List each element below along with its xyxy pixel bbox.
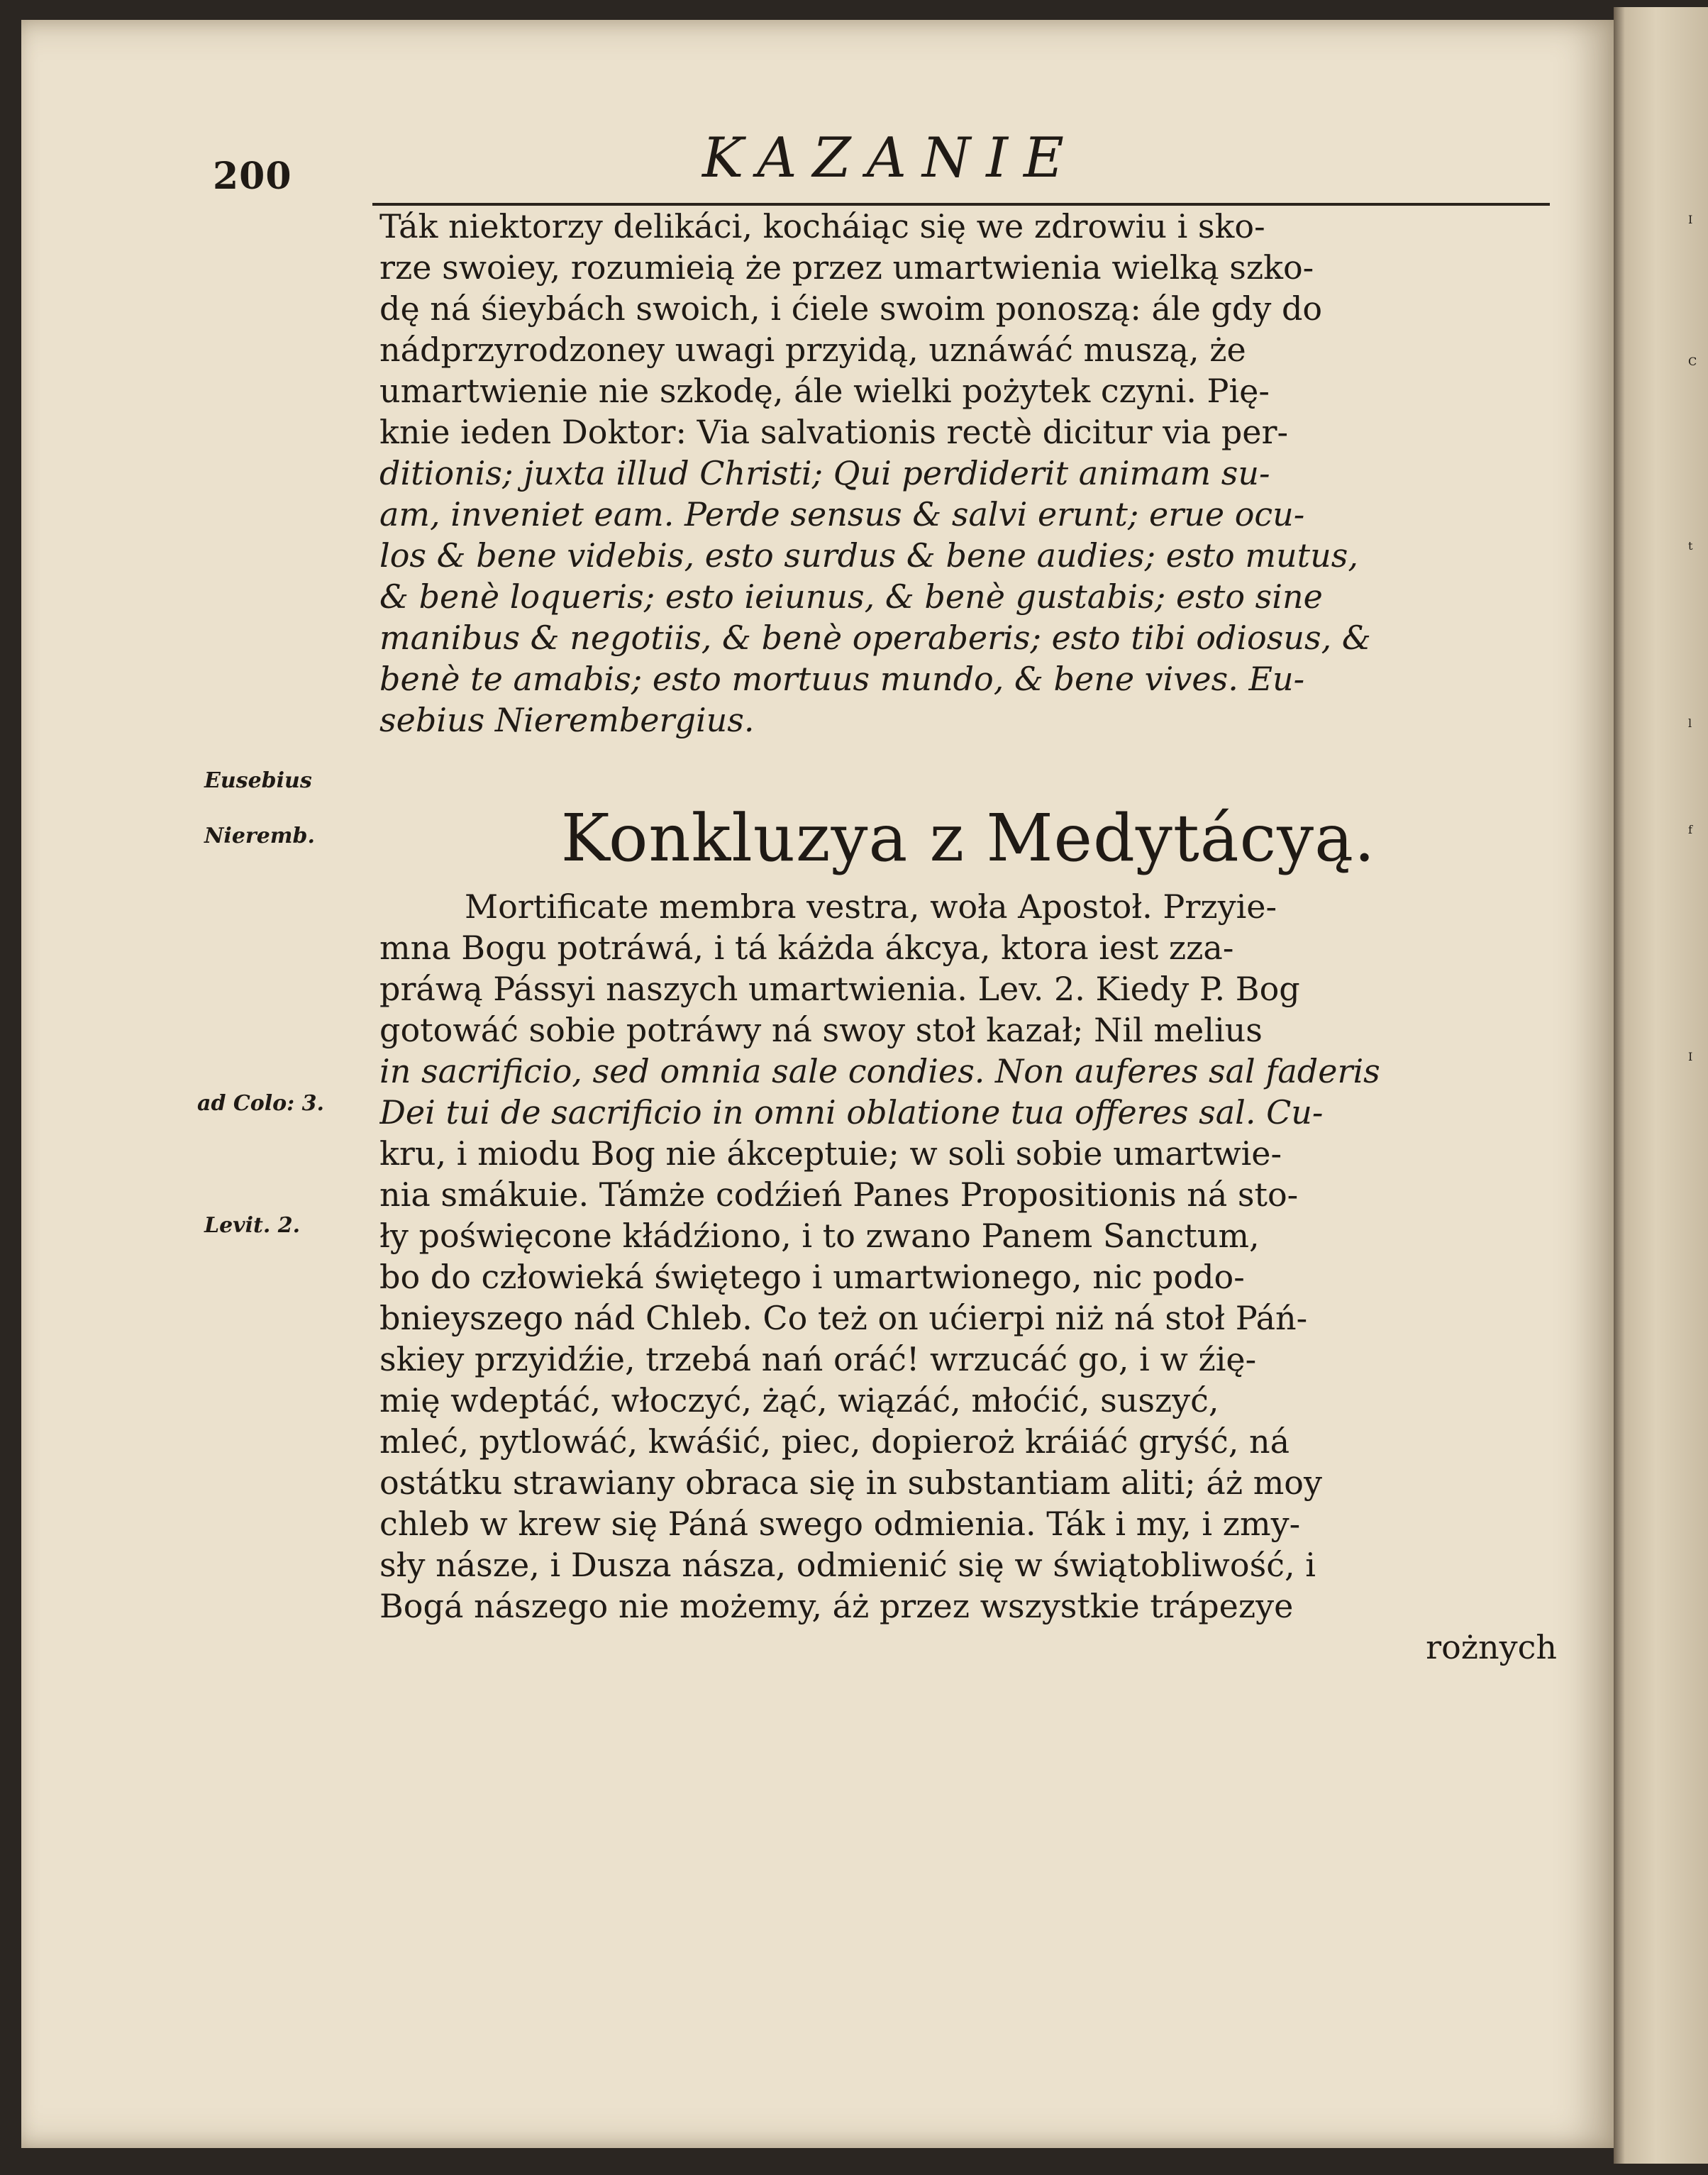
text-line: bnieyszego nád Chleb. Co też on ućierpi niż ná stoł Páń- [379, 1299, 1308, 1337]
text-line-latin: am, inveniet eam. Perde sensus & salvi erunt; erue ocu- [379, 495, 1305, 533]
margin-note-ad-colo: ad Colo: 3. [197, 1091, 324, 1116]
margin-note-levit: Levit. 2. [204, 1213, 301, 1238]
adjacent-page-edge [1614, 7, 1708, 2164]
text-line-latin: manibus & negotiis, & benè operaberis; esto tibi odiosus, & [379, 619, 1371, 657]
text-line: umartwienie nie szkodę, ále wielki pożytek czyni. Pię- [379, 372, 1270, 410]
text-line: mna Bogu potráwá, i tá káżda ákcya, ktora iest zza- [379, 929, 1234, 967]
text-line-latin: ditionis; juxta illud Christi; Qui perdiderit animam su- [379, 454, 1270, 492]
text-line: dę ná śieybách swoich, i ćiele swoim ponoszą: ále gdy do [379, 289, 1323, 328]
text-line: rze swoiey, rozumieią że przez umartwienia wielką szko- [379, 248, 1314, 287]
text-line: Bogá nászego nie możemy, áż przez wszystkie trápezye [379, 1587, 1294, 1625]
text-line-latin: & benè loqueris; esto ieiunus, & benè gustabis; esto sine [379, 577, 1323, 616]
adjacent-page-letter: t [1688, 539, 1693, 553]
margin-note-nieremb: Nieremb. [204, 824, 315, 848]
text-line: bo do człowieká świętego i umartwionego, nic podo- [379, 1258, 1245, 1296]
text-line-latin: in sacrificio, sed omnia sale condies. Non auferes sal faderis [379, 1052, 1380, 1090]
text-line: ły poświęcone kłádźiono, i to zwano Panem Sanctum, [379, 1217, 1260, 1255]
text-line: mleć, pytlowáć, kwáśić, piec, dopieroż kráiáć gryść, ná [379, 1422, 1290, 1461]
text-line-latin: los & bene videbis, esto surdus & bene audies; esto mutus, [379, 536, 1358, 575]
text-line: chleb w krew się Páná swego odmienia. Ták i my, i zmy- [379, 1505, 1301, 1543]
text-line: práwą Pássyi naszych umartwienia. Lev. 2. Kiedy P. Bog [379, 970, 1300, 1008]
text-line: gotowáć sobie potráwy ná swoy stoł kazał; Nil melius [379, 1011, 1263, 1049]
text-line: Ták niektorzy delikáci, kocháiąc się we zdrowiu i sko- [379, 207, 1265, 245]
adjacent-page-letter: l [1688, 716, 1692, 730]
text-line-latin: Dei tui de sacrificio in omni oblatione tua offeres sal. Cu- [379, 1093, 1324, 1131]
page-number: 200 [213, 155, 292, 198]
adjacent-page-letter: I [1688, 1050, 1693, 1063]
adjacent-page-letter: I [1688, 213, 1693, 226]
text-line: nádprzyrodzoney uwagi przyidą, uznáwáć muszą, że [379, 331, 1246, 369]
running-head [21, 126, 1614, 198]
text-line: skiey przyidźie, trzebá nań oráć! wrzucáć go, i w źię- [379, 1340, 1257, 1378]
text-line: sły násze, i Dusza násza, odmienić się w świątobliwość, i [379, 1546, 1316, 1584]
page-header-title: KAZANIE [702, 126, 1080, 190]
text-line: mię wdeptáć, włoczyć, żąć, wiązáć, młoćić, suszyć, [379, 1381, 1219, 1419]
catchword: rożnych [1426, 1628, 1557, 1666]
text-line-latin: sebius Nierembergius. [379, 701, 755, 739]
section-title: Konkluzya z Medytácyą. [560, 800, 1376, 876]
book-page [21, 20, 1614, 2148]
text-line: Mortificate membra vestra, woła Apostoł. Przyie- [465, 887, 1277, 926]
adjacent-page-letter: f [1688, 823, 1692, 836]
margin-note-eusebius: Eusebius [204, 768, 312, 793]
text-line-latin: benè te amabis; esto mortuus mundo, & bene vives. Eu- [379, 660, 1305, 698]
text-line: kru, i miodu Bog nie ákceptuie; w soli sobie umartwie- [379, 1134, 1282, 1173]
text-line: knie ieden Doktor: Via salvationis rectè dicitur via per- [379, 413, 1289, 451]
body-text [379, 206, 1557, 1668]
text-line: nia smákuie. Támże codźień Panes Propositionis ná sto- [379, 1175, 1299, 1214]
text-line: ostátku strawiany obraca się in substantiam aliti; áż moy [379, 1463, 1322, 1502]
adjacent-page-letter: C [1688, 355, 1697, 368]
